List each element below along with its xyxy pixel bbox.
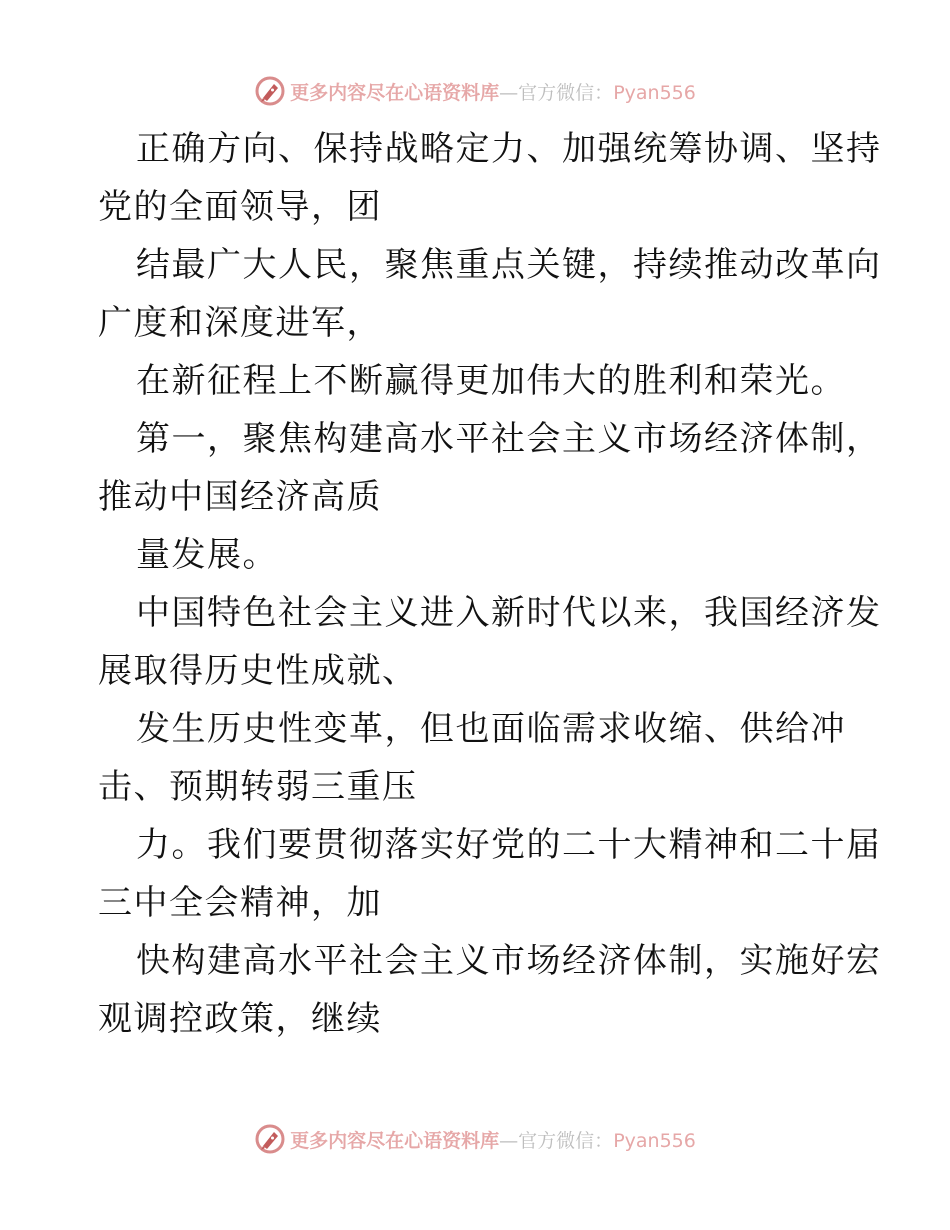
text-line: 第一，聚焦构建高水平社会主义市场经济体制， bbox=[136, 419, 882, 459]
text-line: 推动中国经济高质 bbox=[98, 477, 382, 517]
header-watermark bbox=[0, 74, 950, 108]
text-line: 党的全面领导，团 bbox=[98, 187, 382, 227]
watermark-site-name: 更多内容尽在心语资料库 bbox=[290, 81, 500, 104]
document-body bbox=[98, 120, 882, 1048]
text-line: 正确方向、保持战略定力、加强统筹协调、坚持 bbox=[136, 129, 882, 169]
paragraph bbox=[98, 236, 882, 352]
watermark-label: —官方微信： bbox=[499, 81, 614, 104]
paragraph bbox=[98, 120, 882, 236]
text-line: 三中全会精神，加 bbox=[98, 883, 382, 923]
watermark-wechat-id: Pyan556 bbox=[613, 81, 696, 104]
text-line: 快构建高水平社会主义市场经济体制，实施好宏 bbox=[136, 941, 882, 981]
text-line: 观调控政策，继续 bbox=[98, 999, 382, 1039]
watermark-site-name: 更多内容尽在心语资料库 bbox=[290, 1129, 500, 1152]
watermark-wechat-id: Pyan556 bbox=[613, 1129, 696, 1152]
watermark-label: —官方微信： bbox=[499, 1129, 614, 1152]
text-line: 展取得历史性成就、 bbox=[98, 651, 418, 691]
fountain-pen-logo-icon bbox=[254, 1123, 286, 1155]
text-line: 结最广大人民，聚焦重点关键，持续推动改革向 bbox=[136, 245, 882, 285]
paragraph bbox=[98, 410, 882, 526]
paragraph bbox=[98, 584, 882, 700]
text-line: 击、预期转弱三重压 bbox=[98, 767, 418, 807]
paragraph bbox=[98, 352, 858, 410]
text-line: 在新征程上不断赢得更加伟大的胜利和荣光。 bbox=[136, 361, 846, 401]
fountain-pen-logo-icon bbox=[254, 75, 286, 107]
paragraph bbox=[98, 816, 882, 932]
paragraph bbox=[98, 700, 858, 816]
footer-watermark bbox=[0, 1122, 950, 1156]
text-line: 发生历史性变革，但也面临需求收缩、供给冲 bbox=[136, 709, 846, 749]
text-line: 量发展。 bbox=[136, 535, 278, 575]
paragraph bbox=[98, 526, 858, 584]
paragraph bbox=[98, 932, 882, 1048]
text-line: 力。我们要贯彻落实好党的二十大精神和二十届 bbox=[136, 825, 882, 865]
text-line: 广度和深度进军， bbox=[98, 303, 382, 343]
text-line: 中国特色社会主义进入新时代以来，我国经济发 bbox=[136, 593, 882, 633]
